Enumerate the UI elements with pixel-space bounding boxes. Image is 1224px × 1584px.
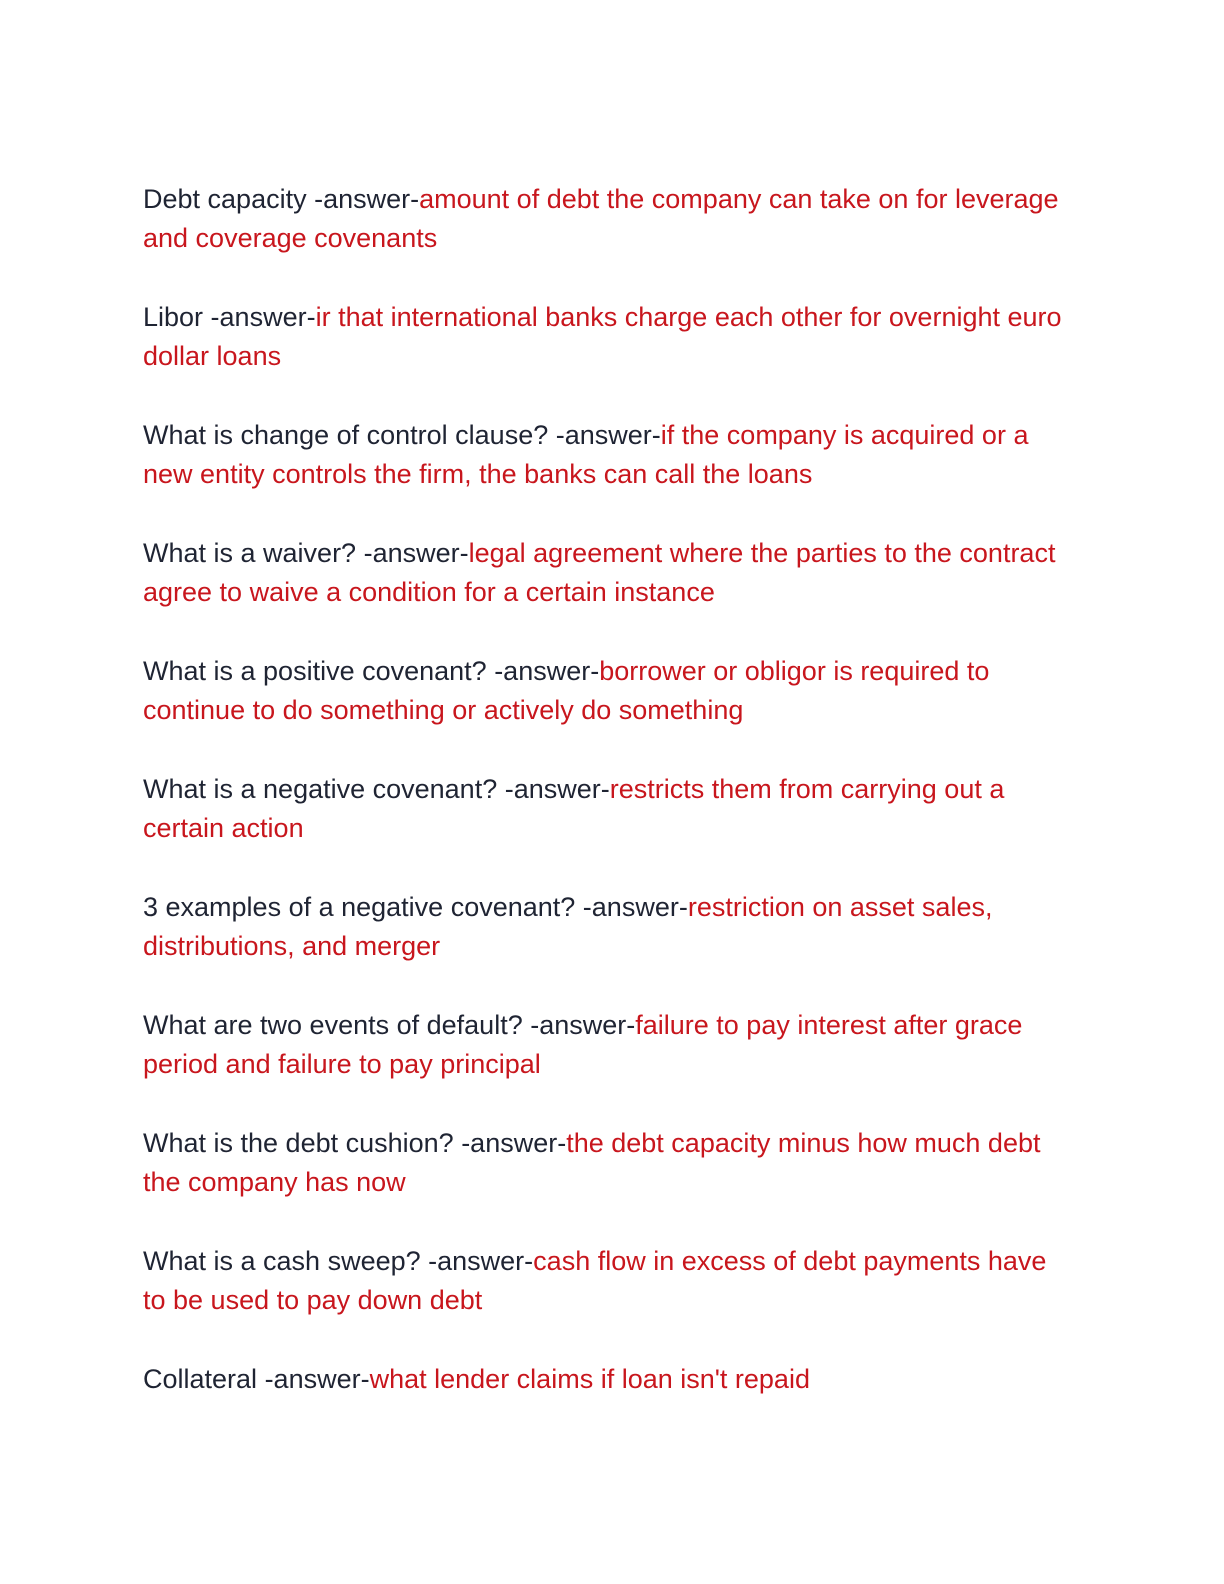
answer-separator: -answer- [306, 184, 420, 214]
flashcard-entry [143, 888, 1073, 966]
flashcard-entry [143, 534, 1073, 612]
answer: what lender claims if loan isn't repaid [369, 1364, 810, 1394]
term: What is a waiver? [143, 538, 357, 568]
answer: cash flow in excess of debt payments have to be used to pay down debt [143, 1246, 1047, 1315]
flashcard-entry [143, 298, 1073, 376]
flashcard-entry [143, 1006, 1073, 1084]
answer: restriction on asset sales, distributions, and merger [143, 892, 993, 961]
term: What is a positive covenant? [143, 656, 487, 686]
term: Collateral [143, 1364, 258, 1394]
answer-separator: -answer- [203, 302, 316, 332]
flashcard-entry [143, 1124, 1073, 1202]
answer: the debt capacity minus how much debt the company has now [143, 1128, 1041, 1197]
term: Debt capacity [143, 184, 307, 214]
term: Libor [143, 302, 204, 332]
answer: if the company is acquired or a new entity controls the firm, the banks can call the loans [143, 420, 1029, 489]
term: 3 examples of a negative covenant? [143, 892, 576, 922]
answer: failure to pay interest after grace period and failure to pay principal [143, 1010, 1023, 1079]
answer-separator: -answer- [522, 1010, 636, 1040]
flashcard-entry [143, 770, 1073, 848]
answer: borrower or obligor is required to continue to do something or actively do something [143, 656, 990, 725]
flashcard-entry [143, 1242, 1073, 1320]
answer-separator: -answer- [548, 420, 661, 450]
term: What is a negative covenant? [143, 774, 498, 804]
answer-separator: -answer- [486, 656, 600, 686]
flashcard-entry [143, 416, 1073, 494]
answer-separator: -answer- [575, 892, 688, 922]
flashcard-list [143, 180, 1073, 1439]
answer: ir that international banks charge each other for overnight euro dollar loans [143, 302, 1062, 371]
flashcard-entry [143, 1360, 1073, 1399]
answer: legal agreement where the parties to the contract agree to waive a condition for a certain instance [143, 538, 1056, 607]
flashcard-entry [143, 180, 1073, 258]
answer-separator: -answer- [420, 1246, 534, 1276]
answer-separator: -answer- [497, 774, 610, 804]
answer: restricts them from carrying out a certain action [143, 774, 1005, 843]
term: What is a cash sweep? [143, 1246, 421, 1276]
answer-separator: -answer- [356, 538, 469, 568]
answer: amount of debt the company can take on for leverage and coverage covenants [143, 184, 1059, 253]
term: What is the debt cushion? [143, 1128, 454, 1158]
flashcard-entry [143, 652, 1073, 730]
term: What are two events of default? [143, 1010, 523, 1040]
answer-separator: -answer- [453, 1128, 567, 1158]
term: What is change of control clause? [143, 420, 549, 450]
answer-separator: -answer- [257, 1364, 370, 1394]
